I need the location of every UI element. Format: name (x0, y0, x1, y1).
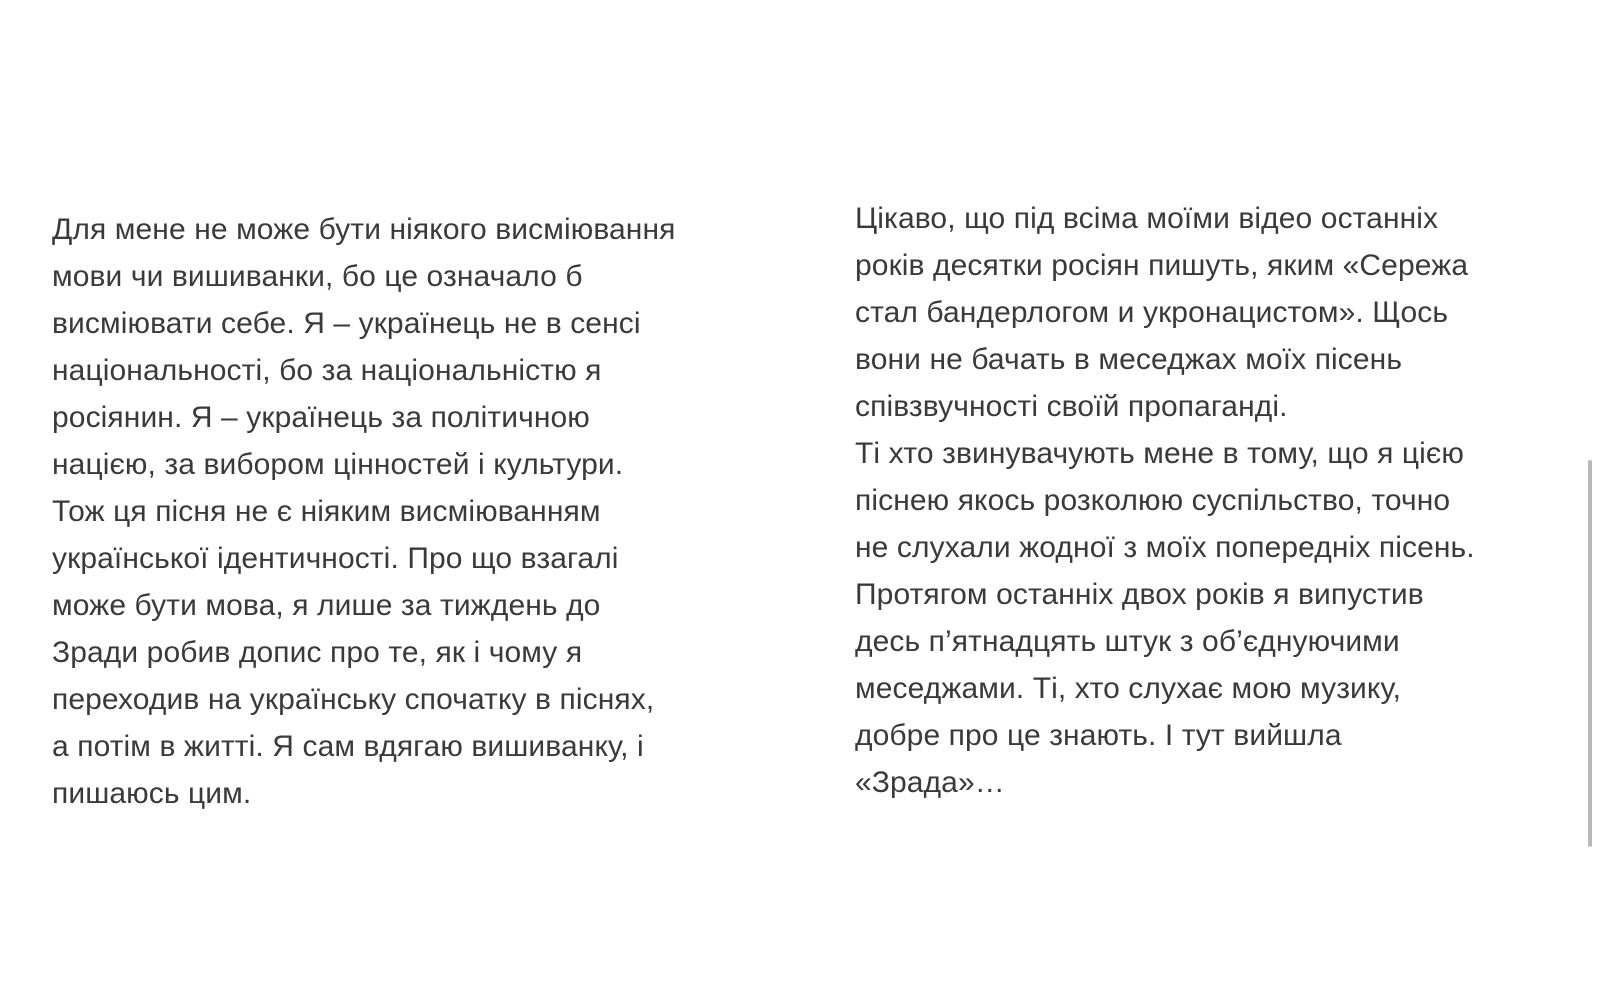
left-text-column (52, 206, 675, 817)
scrollbar[interactable] (1588, 460, 1592, 847)
text-line: років десятки росіян пишуть, яким «Сережа (855, 249, 1469, 282)
text-line: Протягом останніх двох років я випустив (855, 578, 1424, 611)
text-line: піснею якось розколюю суспільство, точно (855, 484, 1451, 517)
text-line: Зради робив допис про те, як і чому я (52, 636, 583, 669)
text-line: «Зрада»… (855, 766, 1005, 799)
text-line: може бути мова, я лише за тиждень до (52, 589, 601, 622)
text-line: нацією, за вибором цінностей і культури. (52, 448, 624, 481)
text-line: мови чи вишиванки, бо це означало б (52, 260, 583, 293)
text-line: переходив на українську спочатку в піснях, (52, 683, 655, 716)
text-line: Для мене не може бути ніякого висміювання (52, 213, 676, 246)
text-line: пишаюсь цим. (52, 777, 252, 810)
text-line: Ті хто звинувачують мене в тому, що я цією (855, 437, 1464, 470)
text-line: Тож ця пісня не є ніяким висміюванням (52, 495, 601, 528)
text-line: добре про це знають. І тут вийшла (855, 719, 1342, 752)
text-line: а потім в житті. Я сам вдягаю вишиванку, і (52, 730, 644, 763)
text-line: не слухали жодної з моїх попередніх пісень. (855, 531, 1475, 564)
text-line: росіянин. Я – українець за політичною (52, 401, 590, 434)
text-line: вони не бачать в меседжах моїх пісень (855, 343, 1403, 376)
text-line: національності, бо за національністю я (52, 354, 602, 387)
text-line: десь п’ятнадцять штук з об’єднуючими (855, 625, 1400, 658)
text-line: стал бандерлогом и укронацистом». Щось (855, 296, 1449, 329)
text-line: меседжами. Ті, хто слухає мою музику, (855, 672, 1401, 705)
right-text-column (855, 195, 1475, 806)
text-line: висміювати себе. Я – українець не в сенсі (52, 307, 641, 340)
text-line: співзвучності своїй пропаганді. (855, 390, 1288, 423)
text-line: української ідентичності. Про що взагалі (52, 542, 619, 575)
text-line: Цікаво, що під всіма моїми відео останніх (855, 202, 1439, 235)
